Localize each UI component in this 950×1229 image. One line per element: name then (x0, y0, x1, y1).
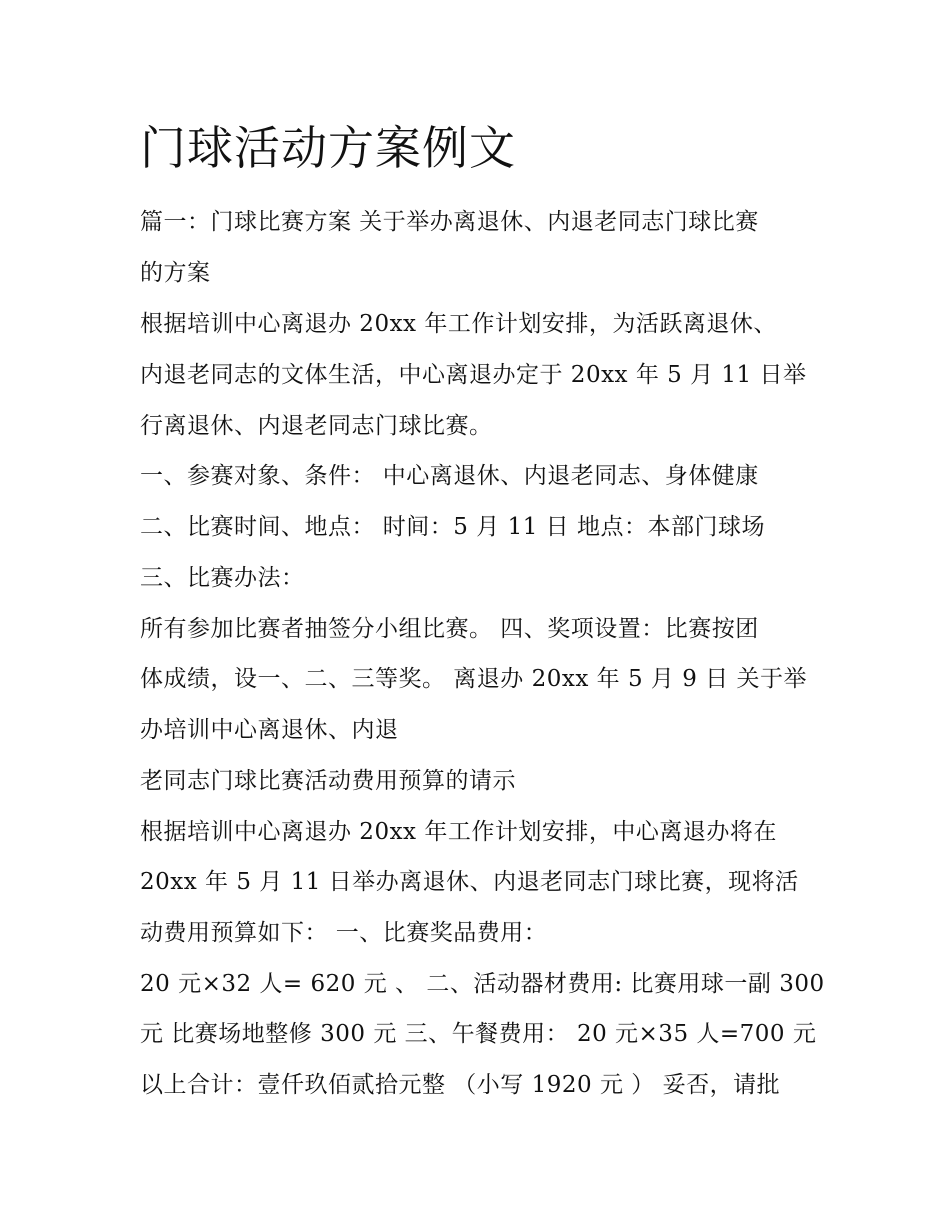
paragraph-line: 内退老同志的文体生活，中心离退办定于 20xx 年 5 月 11 日举 (140, 362, 807, 388)
paragraph-line: 老同志门球比赛活动费用预算的请示 (140, 768, 516, 794)
paragraph-line: 二、比赛时间、地点： 时间：5 月 11 日 地点：本部门球场 (140, 514, 765, 540)
document-title: 门球活动方案例文 (140, 121, 516, 175)
paragraph-line: 三、比赛办法： (140, 565, 305, 591)
paragraph-line: 动费用预算如下： 一、比赛奖品费用： (140, 920, 548, 946)
paragraph-line: 20xx 年 5 月 11 日举办离退休、内退老同志门球比赛，现将活 (140, 869, 799, 895)
paragraph-line: 体成绩，设一、二、三等奖。 离退办 20xx 年 5 月 9 日 关于举 (140, 666, 807, 692)
paragraph-line: 行离退休、内退老同志门球比赛。 (140, 413, 493, 439)
paragraph-line: 办培训中心离退休、内退 (140, 717, 399, 743)
paragraph-line: 一、参赛对象、条件： 中心离退休、内退老同志、身体健康 (140, 463, 759, 489)
paragraph-line: 的方案 (140, 260, 211, 286)
paragraph-line: 以上合计：壹仟玖佰贰拾元整 （小写 1920 元 ） 妥否，请批 (140, 1072, 781, 1098)
paragraph-line: 篇一：门球比赛方案 关于举办离退休、内退老同志门球比赛 (140, 209, 759, 235)
paragraph-line: 20 元×32 人= 620 元 、 二、活动器材费用: 比赛用球一副 300 (140, 971, 825, 997)
paragraph-line: 元 比赛场地整修 300 元 三、午餐费用： 20 元×35 人=700 元 (140, 1021, 817, 1047)
paragraph-line: 根据培训中心离退办 20xx 年工作计划安排，为活跃离退休、 (140, 311, 777, 337)
paragraph-line: 根据培训中心离退办 20xx 年工作计划安排，中心离退办将在 (140, 819, 777, 845)
paragraph-line: 所有参加比赛者抽签分小组比赛。 四、奖项设置：比赛按团 (140, 616, 759, 642)
